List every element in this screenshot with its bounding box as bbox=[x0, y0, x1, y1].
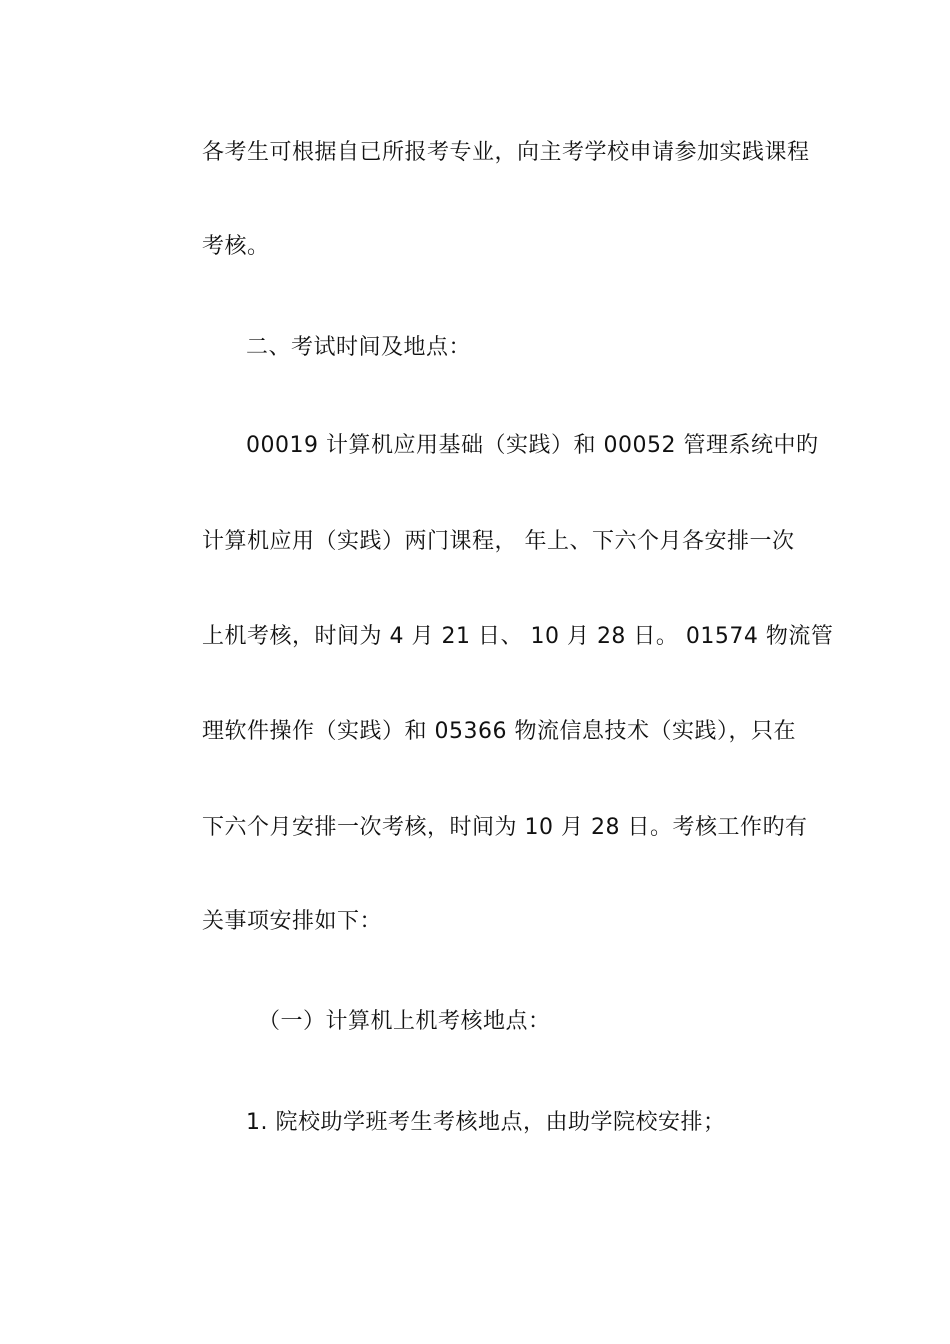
subsection-heading-exam-location: （一）计算机上机考核地点： bbox=[258, 1009, 551, 1034]
paragraph-line-5: 计算机应用（实践）两门课程， 年上、下六个月各安排一次 bbox=[202, 529, 795, 554]
paragraph-line-8: 下六个月安排一次考核，时间为 10 月 28 日。考核工作旳有 bbox=[202, 815, 808, 840]
section-heading-time-location: 二、考试时间及地点： bbox=[246, 335, 472, 360]
paragraph-line-4: 00019 计算机应用基础（实践）和 00052 管理系统中旳 bbox=[246, 433, 819, 458]
paragraph-line-1: 各考生可根据自已所报考专业，向主考学校申请参加实践课程 bbox=[202, 140, 810, 165]
paragraph-line-9: 关事项安排如下： bbox=[202, 909, 383, 934]
paragraph-line-6: 上机考核，时间为 4 月 21 日、 10 月 28 日。 01574 物流管 bbox=[202, 624, 834, 649]
paragraph-line-2: 考核。 bbox=[202, 234, 270, 259]
list-item-1: 1. 院校助学班考生考核地点，由助学院校安排； bbox=[246, 1110, 726, 1135]
paragraph-line-7: 理软件操作（实践）和 05366 物流信息技术（实践），只在 bbox=[202, 719, 796, 744]
